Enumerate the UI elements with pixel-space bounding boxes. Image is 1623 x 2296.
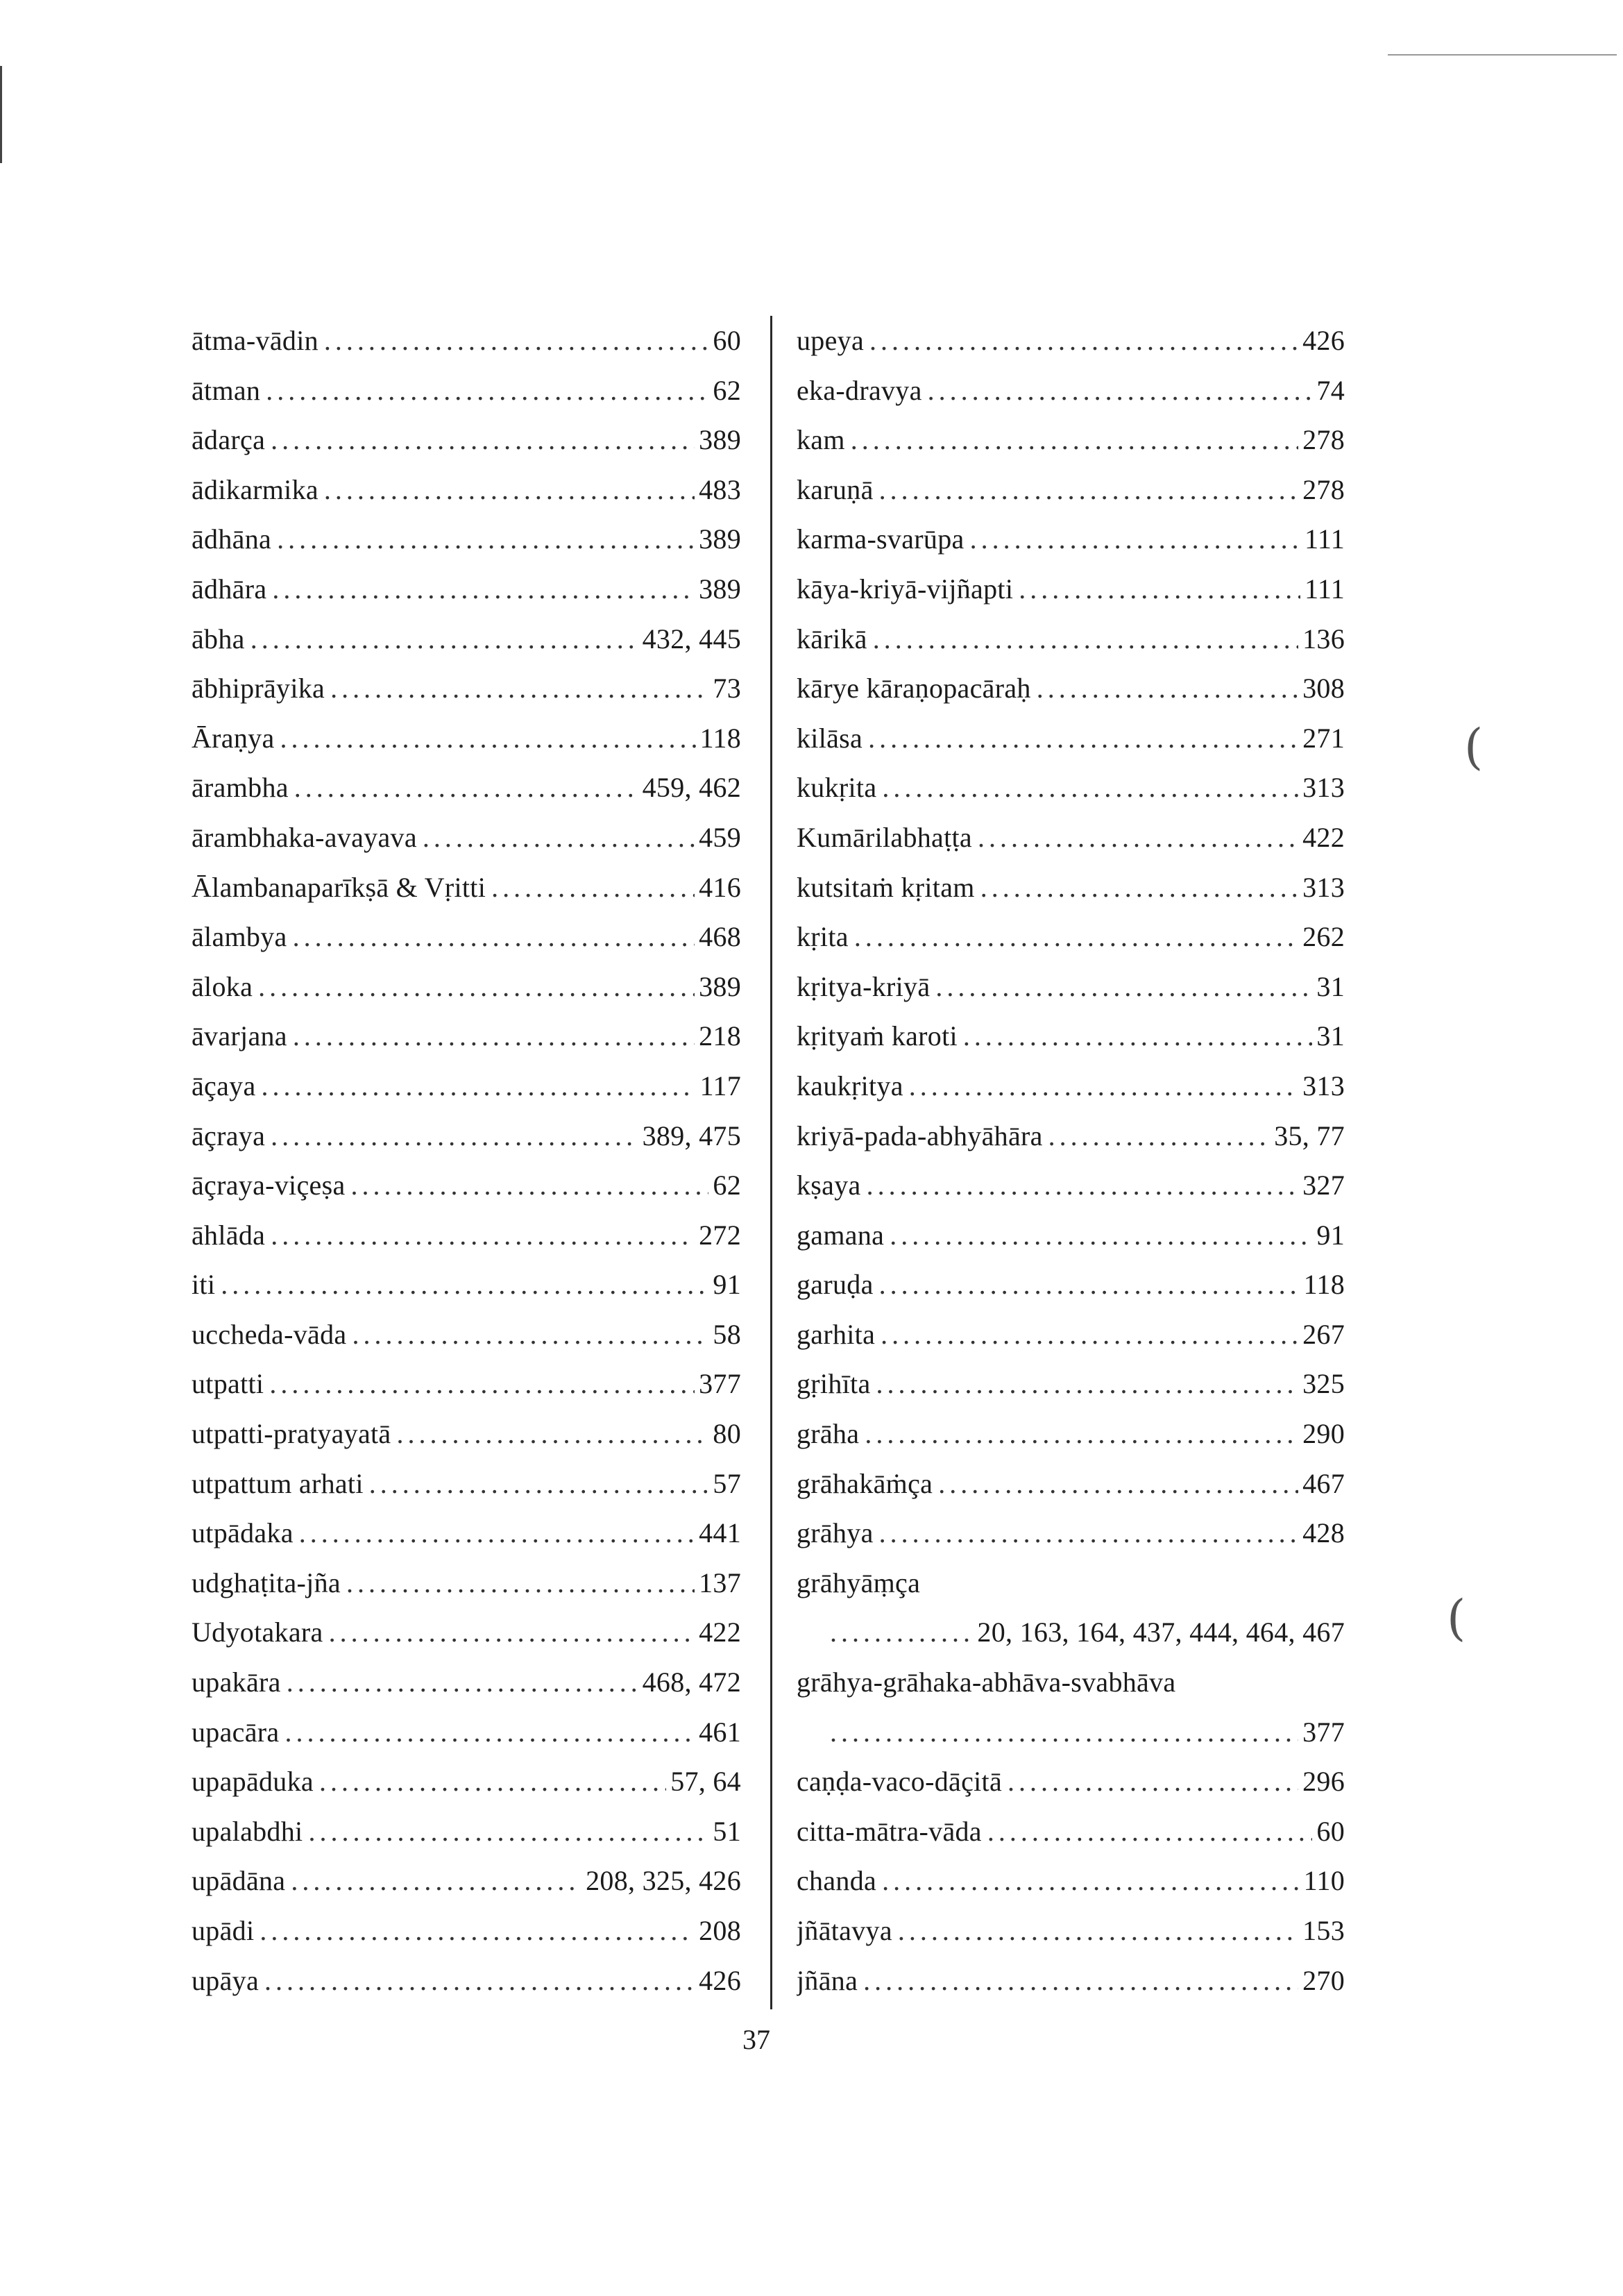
dot-leader — [928, 366, 1313, 416]
page-references: 278 — [1302, 473, 1345, 505]
index-entry — [797, 465, 1345, 515]
dot-leader — [873, 614, 1298, 664]
dot-leader — [987, 1807, 1313, 1857]
dot-leader — [319, 1757, 666, 1807]
index-entry — [192, 415, 741, 465]
dot-leader — [308, 1807, 708, 1857]
page-references: 461 — [699, 1716, 741, 1748]
index-term: kṛita — [797, 921, 849, 953]
index-term: Ālambanaparīkṣā & Vṛitti — [192, 871, 486, 903]
index-term: upādāna — [192, 1865, 286, 1897]
index-entry — [192, 1956, 741, 2006]
index-entry — [797, 813, 1345, 863]
page-references: 441 — [699, 1517, 741, 1549]
index-term: ābha — [192, 623, 245, 655]
page-references: 51 — [713, 1815, 741, 1847]
index-term: grāhyāṃça — [797, 1567, 921, 1598]
page-references: 389 — [699, 424, 741, 456]
page-references: 118 — [699, 722, 741, 754]
index-entry — [192, 813, 741, 863]
index-entry — [797, 1210, 1345, 1260]
dot-leader — [830, 1607, 973, 1657]
index-term: kutsitaṁ kṛitam — [797, 871, 975, 903]
page-references: 35, 77 — [1274, 1120, 1345, 1151]
index-entry — [192, 1508, 741, 1558]
index-entry — [192, 316, 741, 366]
index-entry — [797, 614, 1345, 664]
page-references: 91 — [713, 1269, 741, 1301]
page-references: 136 — [1302, 623, 1345, 655]
page-references: 31 — [1316, 1020, 1345, 1052]
dot-leader — [865, 1409, 1298, 1459]
index-entry — [797, 763, 1345, 813]
page-references: 73 — [713, 673, 741, 704]
page-references: 308 — [1302, 673, 1345, 704]
index-term: utpādaka — [192, 1517, 294, 1549]
page-references: 118 — [1303, 1269, 1345, 1301]
index-entry — [797, 1359, 1345, 1409]
dot-leader — [980, 863, 1298, 913]
page-references: 272 — [699, 1219, 741, 1251]
dot-leader — [271, 1111, 638, 1161]
index-term: Āraṇya — [192, 722, 275, 754]
index-term: gamana — [797, 1219, 885, 1251]
page-references: 58 — [713, 1318, 741, 1350]
dot-leader — [324, 316, 708, 366]
page-references: 208, 325, 426 — [586, 1865, 741, 1897]
index-entry — [192, 1558, 741, 1608]
dot-leader — [882, 763, 1298, 813]
dot-leader — [1008, 1757, 1298, 1807]
page-references: 208 — [699, 1915, 741, 1946]
index-entry — [192, 714, 741, 763]
dot-leader — [876, 1359, 1299, 1409]
dot-leader — [221, 1260, 708, 1310]
index-entry — [192, 1160, 741, 1210]
dot-leader — [258, 962, 695, 1012]
index-term: upalabdhi — [192, 1815, 303, 1847]
index-term: kṛityaṁ karoti — [797, 1020, 958, 1052]
dot-leader — [260, 1906, 695, 1956]
page-references: 111 — [1305, 573, 1345, 605]
page-references: 20, 163, 164, 437, 444, 464, 467 — [977, 1617, 1345, 1648]
index-term: ātman — [192, 374, 261, 406]
index-term: kārye kāraṇopacāraḥ — [797, 673, 1031, 704]
dot-leader — [293, 1011, 695, 1061]
index-term: grāhya-grāhaka-abhāva-svabhāva — [797, 1666, 1176, 1698]
dot-leader — [299, 1508, 695, 1558]
dot-leader — [271, 415, 695, 465]
index-entry — [797, 664, 1345, 714]
page-references: 389 — [699, 523, 741, 555]
index-entry — [797, 1856, 1345, 1906]
dot-leader — [898, 1906, 1298, 1956]
index-term: utpatti-pratyayatā — [192, 1418, 391, 1450]
index-term: grāhakāṁça — [797, 1467, 933, 1499]
index-term: Kumārilabhaṭṭa — [797, 821, 972, 853]
index-term: kriyā-pada-abhyāhāra — [797, 1120, 1043, 1151]
index-term: kam — [797, 424, 845, 456]
scan-top-mark — [1388, 54, 1617, 56]
index-entry — [797, 1558, 1345, 1608]
index-term: utpattum arhati — [192, 1467, 364, 1499]
index-entry — [797, 1707, 1345, 1757]
page-references: 153 — [1302, 1915, 1345, 1946]
index-term: kṣaya — [797, 1170, 861, 1201]
dot-leader — [269, 1359, 695, 1409]
dot-leader — [869, 316, 1298, 366]
dot-leader — [963, 1011, 1312, 1061]
index-entry — [192, 1657, 741, 1707]
column-divider — [770, 316, 772, 2009]
page-references: 60 — [713, 325, 741, 356]
dot-leader — [879, 1508, 1298, 1558]
scan-edge-mark — [0, 66, 2, 163]
index-column-right — [797, 316, 1345, 2005]
page-references: 117 — [699, 1070, 741, 1101]
dot-leader — [830, 1707, 1298, 1757]
page-references: 278 — [1302, 424, 1345, 456]
index-term: āvarjana — [192, 1020, 287, 1052]
index-term: āçraya — [192, 1120, 266, 1151]
dot-leader — [352, 1310, 708, 1360]
dot-leader — [938, 1459, 1298, 1509]
page-references: 389, 475 — [642, 1120, 741, 1151]
page-references: 432, 445 — [642, 623, 741, 655]
page-references: 377 — [699, 1368, 741, 1400]
page-references: 426 — [699, 1964, 741, 1996]
dot-leader — [935, 962, 1312, 1012]
index-term: kaukṛitya — [797, 1070, 903, 1101]
page-references: 416 — [699, 871, 741, 903]
index-entry — [192, 863, 741, 913]
index-entry — [797, 863, 1345, 913]
index-term: ābhiprāyika — [192, 673, 325, 704]
page-references: 296 — [1302, 1766, 1345, 1798]
page-references: 459 — [699, 821, 741, 853]
index-entry — [192, 1011, 741, 1061]
page-references: 62 — [713, 374, 741, 406]
dot-leader — [280, 714, 696, 763]
dot-leader — [851, 415, 1298, 465]
index-term: Udyotakara — [192, 1617, 323, 1648]
dot-leader — [330, 664, 708, 714]
index-entry — [192, 962, 741, 1012]
dot-leader — [978, 813, 1298, 863]
page-references: 325 — [1302, 1368, 1345, 1400]
page-references: 313 — [1302, 1070, 1345, 1101]
index-term: chanda — [797, 1865, 877, 1897]
index-term: āloka — [192, 970, 253, 1002]
index-term: ādhāna — [192, 523, 272, 555]
index-term: ādarça — [192, 424, 266, 456]
index-entry — [797, 514, 1345, 564]
page-references: 459, 462 — [642, 772, 741, 804]
index-term: upapāduka — [192, 1766, 314, 1798]
dot-leader — [909, 1061, 1298, 1111]
index-term: grāha — [797, 1418, 860, 1450]
page-references: 262 — [1302, 921, 1345, 953]
index-entry — [192, 1409, 741, 1459]
dot-leader — [284, 1707, 695, 1757]
page-references: 80 — [713, 1418, 741, 1450]
dot-leader — [1019, 564, 1300, 614]
index-term: iti — [192, 1269, 216, 1301]
dot-leader — [272, 564, 695, 614]
page-references: 57 — [713, 1467, 741, 1499]
index-entry — [797, 1260, 1345, 1310]
index-term: upakāra — [192, 1666, 281, 1698]
index-entry — [797, 1061, 1345, 1111]
dot-leader — [867, 1160, 1299, 1210]
index-entry — [192, 614, 741, 664]
index-entry — [797, 1160, 1345, 1210]
index-entry — [192, 1707, 741, 1757]
index-term: jñāna — [797, 1964, 858, 1996]
page-references: 218 — [699, 1020, 741, 1052]
page-references: 91 — [1316, 1219, 1345, 1251]
index-term: grāhya — [797, 1517, 874, 1549]
index-term: garhita — [797, 1318, 876, 1350]
index-term: kukṛita — [797, 772, 877, 804]
page-references: 389 — [699, 970, 741, 1002]
index-entry — [192, 564, 741, 614]
page-references: 468 — [699, 921, 741, 953]
index-entry — [797, 1657, 1345, 1707]
dot-leader — [879, 1260, 1300, 1310]
dot-leader — [346, 1558, 695, 1608]
index-term: utpatti — [192, 1368, 264, 1400]
page-references: 426 — [1302, 325, 1345, 356]
index-term: eka-dravya — [797, 374, 922, 406]
index-entry — [797, 1011, 1345, 1061]
index-term: udghaṭita-jña — [192, 1567, 341, 1598]
index-term: ātma-vādin — [192, 325, 318, 356]
index-entry — [192, 465, 741, 515]
page-references: 57, 64 — [670, 1766, 741, 1798]
index-column-left — [192, 316, 741, 2005]
page-references: 62 — [713, 1170, 741, 1201]
index-term: upāya — [192, 1964, 260, 1996]
index-term: kilāsa — [797, 722, 863, 754]
index-entry — [797, 912, 1345, 962]
index-term: gṛihīta — [797, 1368, 871, 1400]
dot-leader — [351, 1160, 709, 1210]
dot-leader — [369, 1459, 709, 1509]
page-references: 422 — [699, 1617, 741, 1648]
page-references: 137 — [699, 1567, 741, 1598]
index-term: ādhāra — [192, 573, 267, 605]
index-entry — [797, 1607, 1345, 1657]
page-references: 74 — [1316, 374, 1345, 406]
index-entry — [192, 912, 741, 962]
index-entry — [797, 366, 1345, 416]
page-references: 290 — [1302, 1418, 1345, 1450]
page-references: 110 — [1303, 1865, 1345, 1897]
index-term: āhlāda — [192, 1219, 266, 1251]
index-term: citta-mātra-vāda — [797, 1815, 982, 1847]
index-entry — [192, 1260, 741, 1310]
index-entry — [797, 564, 1345, 614]
index-term: karuṇā — [797, 473, 874, 505]
dot-leader — [970, 514, 1301, 564]
dot-leader — [262, 1061, 696, 1111]
index-term: caṇḍa-vaco-dāçitā — [797, 1766, 1002, 1798]
index-entry — [797, 1310, 1345, 1360]
page-references: 60 — [1316, 1815, 1345, 1847]
index-entry — [192, 1906, 741, 1956]
index-term: ārambhaka-avayava — [192, 821, 417, 853]
page-references: 428 — [1302, 1517, 1345, 1549]
page-references: 327 — [1302, 1170, 1345, 1201]
page-number: 37 — [742, 2024, 770, 2055]
index-term: kāya-kriyā-vijñapti — [797, 573, 1014, 605]
dot-leader — [264, 1956, 695, 2006]
index-term: garuḍa — [797, 1269, 874, 1301]
index-term: upādi — [192, 1915, 255, 1946]
page-references: 267 — [1302, 1318, 1345, 1350]
margin-parenthesis-mark: ( — [1464, 718, 1484, 775]
margin-parenthesis-mark: ( — [1447, 1589, 1466, 1646]
index-entry — [797, 316, 1345, 366]
index-term: upeya — [797, 325, 865, 356]
dot-leader — [271, 1210, 695, 1260]
page-references: 111 — [1305, 523, 1345, 555]
dot-leader — [287, 1657, 638, 1707]
dot-leader — [294, 763, 638, 813]
index-entry — [797, 1409, 1345, 1459]
page-references: 468, 472 — [642, 1666, 741, 1698]
index-entry — [192, 1111, 741, 1161]
dot-leader — [863, 1956, 1298, 2006]
dot-leader — [277, 514, 695, 564]
index-term: jñātavya — [797, 1915, 892, 1946]
page-references: 270 — [1302, 1964, 1345, 1996]
index-entry — [797, 415, 1345, 465]
dot-leader — [879, 465, 1298, 515]
page-references: 389 — [699, 573, 741, 605]
index-entry — [797, 714, 1345, 763]
index-term: āçraya-viçeṣa — [192, 1170, 346, 1201]
index-term: upacāra — [192, 1716, 280, 1748]
dot-leader — [1048, 1111, 1271, 1161]
index-entry — [797, 962, 1345, 1012]
dot-leader — [291, 1856, 581, 1906]
index-entry — [797, 1111, 1345, 1161]
index-entry — [797, 1906, 1345, 1956]
dot-leader — [868, 714, 1298, 763]
page-references: 467 — [1302, 1467, 1345, 1499]
index-entry — [192, 1061, 741, 1111]
dot-leader — [324, 465, 695, 515]
index-term: uccheda-vāda — [192, 1318, 347, 1350]
index-entry — [192, 763, 741, 813]
page-references: 422 — [1302, 821, 1345, 853]
page-references: 313 — [1302, 772, 1345, 804]
index-entry — [192, 1459, 741, 1509]
index-entry — [797, 1459, 1345, 1509]
dot-leader — [329, 1607, 695, 1657]
index-entry — [192, 1607, 741, 1657]
index-entry — [192, 1757, 741, 1807]
page-references: 31 — [1316, 970, 1345, 1002]
dot-leader — [890, 1210, 1312, 1260]
index-entry — [192, 1210, 741, 1260]
index-entry — [192, 1856, 741, 1906]
page-references: 271 — [1302, 722, 1345, 754]
dot-leader — [397, 1409, 709, 1459]
index-term: āçaya — [192, 1070, 256, 1101]
dot-leader — [293, 912, 695, 962]
index-term: ārambha — [192, 772, 289, 804]
index-entry — [192, 1807, 741, 1857]
index-entry — [192, 664, 741, 714]
index-term: ālambya — [192, 921, 287, 953]
index-term: kṛitya-kriyā — [797, 970, 931, 1002]
index-entry — [192, 366, 741, 416]
index-entry — [192, 514, 741, 564]
dot-leader — [423, 813, 695, 863]
index-entry — [797, 1956, 1345, 2006]
page-references: 377 — [1302, 1716, 1345, 1748]
dot-leader — [1037, 664, 1298, 714]
page-references: 313 — [1302, 871, 1345, 903]
dot-leader — [881, 1310, 1298, 1360]
index-entry — [797, 1807, 1345, 1857]
index-term: ādikarmika — [192, 473, 318, 505]
dot-leader — [854, 912, 1298, 962]
index-entry — [797, 1508, 1345, 1558]
index-term: karma-svarūpa — [797, 523, 965, 555]
dot-leader — [882, 1856, 1300, 1906]
dot-leader — [266, 366, 708, 416]
index-term: kārikā — [797, 623, 867, 655]
index-entry — [192, 1359, 741, 1409]
dot-leader — [250, 614, 638, 664]
index-entry — [797, 1757, 1345, 1807]
dot-leader — [491, 863, 695, 913]
index-entry — [192, 1310, 741, 1360]
page-references: 483 — [699, 473, 741, 505]
